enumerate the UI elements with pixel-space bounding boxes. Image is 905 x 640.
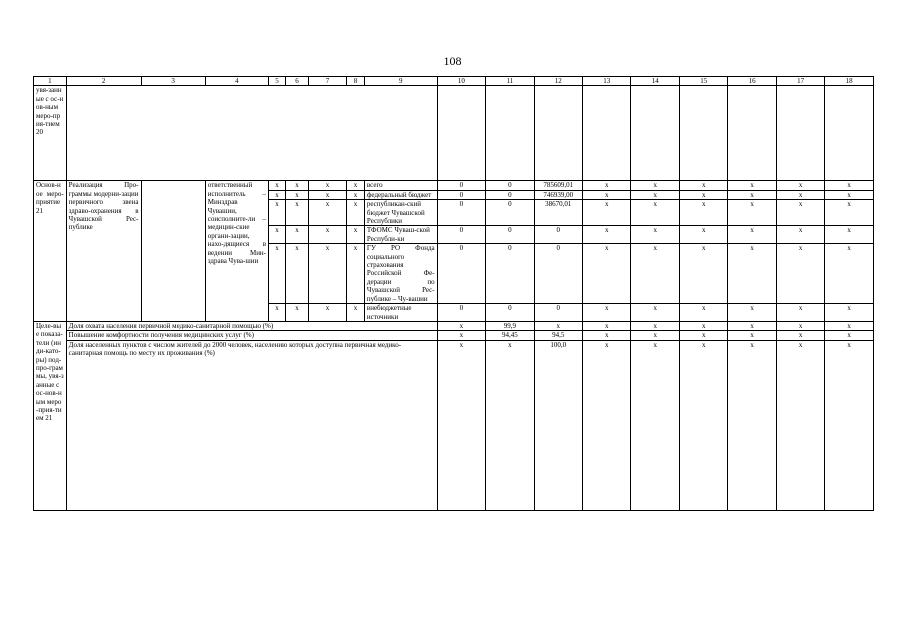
x-cell: x: [631, 304, 679, 322]
value-cell: 99,9: [486, 321, 534, 330]
x-cell: x: [728, 200, 776, 226]
x-cell: x: [679, 190, 727, 199]
x-cell: x: [269, 190, 286, 199]
header-cell: 2: [66, 77, 141, 86]
x-cell: x: [776, 226, 824, 244]
x-cell: x: [583, 331, 631, 340]
x-cell: x: [631, 200, 679, 226]
header-row: [34, 77, 874, 86]
header-cell: 13: [583, 77, 631, 86]
empty-cell: [776, 86, 824, 181]
x-cell: x: [776, 200, 824, 226]
x-cell: x: [583, 244, 631, 304]
x-cell: x: [285, 200, 308, 226]
value-cell: 746939,00: [534, 190, 582, 199]
value-cell: 0: [486, 200, 534, 226]
x-cell: x: [776, 304, 824, 322]
header-cell: 12: [534, 77, 582, 86]
funding-source: федеральный бюджет: [364, 190, 437, 199]
x-cell: x: [285, 244, 308, 304]
table-row: [34, 181, 874, 190]
x-cell: x: [776, 190, 824, 199]
page-number: 108: [443, 54, 462, 68]
value-cell: 0: [437, 226, 485, 244]
x-cell: x: [346, 181, 364, 190]
empty-cell: [141, 181, 205, 322]
x-cell: x: [631, 190, 679, 199]
empty-cell: [486, 86, 534, 181]
x-cell: x: [679, 321, 727, 330]
header-cell: 16: [728, 77, 776, 86]
value-cell: 94,45: [486, 331, 534, 340]
value-cell: x: [437, 340, 485, 510]
x-cell: x: [679, 181, 727, 190]
x-cell: x: [728, 340, 776, 510]
header-cell: 7: [309, 77, 347, 86]
budget-table: [33, 76, 874, 511]
x-cell: x: [728, 244, 776, 304]
value-cell: x: [437, 321, 485, 330]
indicator-name: Доля населенных пунктов с числом жителей до 2000 человек, населению которых доступна первичная медико-санитарная помощь по месту их проживания (%): [66, 340, 437, 510]
x-cell: x: [631, 321, 679, 330]
x-cell: x: [728, 181, 776, 190]
x-cell: x: [825, 181, 874, 190]
x-cell: x: [728, 321, 776, 330]
value-cell: 0: [437, 181, 485, 190]
x-cell: x: [346, 200, 364, 226]
value-cell: x: [534, 321, 582, 330]
x-cell: x: [825, 331, 874, 340]
value-cell: 0: [437, 190, 485, 199]
value-cell: 785609,01: [534, 181, 582, 190]
value-cell: 0: [486, 181, 534, 190]
x-cell: x: [309, 190, 347, 199]
value-cell: 38670,01: [534, 200, 582, 226]
x-cell: x: [631, 226, 679, 244]
x-cell: x: [776, 181, 824, 190]
x-cell: x: [346, 190, 364, 199]
x-cell: x: [583, 321, 631, 330]
x-cell: x: [309, 226, 347, 244]
value-cell: 0: [437, 304, 485, 322]
x-cell: x: [825, 190, 874, 199]
value-cell: 0: [534, 244, 582, 304]
x-cell: x: [309, 244, 347, 304]
value-cell: 0: [437, 244, 485, 304]
x-cell: x: [776, 321, 824, 330]
x-cell: x: [825, 226, 874, 244]
header-cell: 6: [285, 77, 308, 86]
x-cell: x: [346, 226, 364, 244]
value-cell: 0: [534, 304, 582, 322]
header-cell: 10: [437, 77, 485, 86]
x-cell: x: [285, 190, 308, 199]
x-cell: x: [285, 304, 308, 322]
table-row: [34, 340, 874, 510]
x-cell: x: [679, 340, 727, 510]
x-cell: x: [269, 181, 286, 190]
empty-cell: [728, 86, 776, 181]
header-cell: 17: [776, 77, 824, 86]
empty-cell: [437, 86, 485, 181]
value-cell: 0: [486, 226, 534, 244]
measure-label: Основ-ное меро-приятие 21: [34, 181, 67, 322]
funding-source: внебюджетные источники: [364, 304, 437, 322]
table-row: [34, 331, 874, 340]
row-label: увя-занные с ос-нов-ным меро-прия-тием 20: [34, 86, 67, 181]
x-cell: x: [583, 200, 631, 226]
x-cell: x: [776, 340, 824, 510]
x-cell: x: [583, 190, 631, 199]
x-cell: x: [631, 340, 679, 510]
x-cell: x: [679, 304, 727, 322]
value-cell: 94,5: [534, 331, 582, 340]
funding-source: ТФОМС Чуваш-ской Республи-ки: [364, 226, 437, 244]
value-cell: 0: [534, 226, 582, 244]
x-cell: x: [583, 304, 631, 322]
x-cell: x: [309, 181, 347, 190]
x-cell: x: [825, 244, 874, 304]
empty-cell: [534, 86, 582, 181]
funding-source: ГУ РО Фонда социального страхования Российской Фе-дерации по Чувашской Рес-публике – Чу-вашии: [364, 244, 437, 304]
x-cell: x: [679, 226, 727, 244]
x-cell: x: [583, 226, 631, 244]
header-cell: 3: [141, 77, 205, 86]
x-cell: x: [309, 200, 347, 226]
value-cell: 0: [486, 244, 534, 304]
table-row: [34, 86, 874, 181]
funding-source: всего: [364, 181, 437, 190]
funding-source: республикан-ский бюджет Чувашской Республики: [364, 200, 437, 226]
responsible-executor: ответственный исполнитель – Минздрав Чувашии, соисполните-ли – медицин-ские органи-зации, нахо-дящиеся в ведении Мин-здрава Чува-шии: [205, 181, 268, 322]
table-row: [34, 321, 874, 330]
x-cell: x: [776, 244, 824, 304]
x-cell: x: [825, 321, 874, 330]
x-cell: x: [679, 200, 727, 226]
measure-title: Реализация Про-граммы модерни-зации первичного звена здраво-охранения в Чувашской Рес-публике: [66, 181, 141, 322]
header-cell: 15: [679, 77, 727, 86]
x-cell: x: [776, 331, 824, 340]
empty-cell: [583, 86, 631, 181]
header-cell: 18: [825, 77, 874, 86]
header-cell: 14: [631, 77, 679, 86]
x-cell: x: [269, 304, 286, 322]
value-cell: x: [437, 331, 485, 340]
header-cell: 8: [346, 77, 364, 86]
x-cell: x: [583, 181, 631, 190]
x-cell: x: [346, 244, 364, 304]
value-cell: x: [486, 340, 534, 510]
header-cell: 5: [269, 77, 286, 86]
x-cell: x: [679, 244, 727, 304]
indicator-name: Повышение комфортности получения медицинских услуг (%): [66, 331, 437, 340]
x-cell: x: [825, 304, 874, 322]
x-cell: x: [631, 181, 679, 190]
x-cell: x: [728, 190, 776, 199]
value-cell: 0: [486, 304, 534, 322]
x-cell: x: [309, 304, 347, 322]
x-cell: x: [679, 331, 727, 340]
x-cell: x: [269, 244, 286, 304]
empty-cell: [66, 86, 437, 181]
value-cell: 100,0: [534, 340, 582, 510]
x-cell: x: [583, 340, 631, 510]
value-cell: 0: [437, 200, 485, 226]
x-cell: x: [728, 331, 776, 340]
x-cell: x: [631, 331, 679, 340]
header-cell: 9: [364, 77, 437, 86]
x-cell: x: [269, 226, 286, 244]
empty-cell: [825, 86, 874, 181]
empty-cell: [679, 86, 727, 181]
x-cell: x: [631, 244, 679, 304]
x-cell: x: [728, 304, 776, 322]
indicator-name: Доля охвата населения первичной медико-санитарной помощью (%): [66, 321, 437, 330]
targets-label: Целе-вые показа-тели (инди-като-ры) под-про-граммы, увя-занные с ос-нов-ным меро-прия-тием 21: [34, 321, 67, 510]
header-cell: 1: [34, 77, 67, 86]
x-cell: x: [285, 181, 308, 190]
x-cell: x: [825, 200, 874, 226]
empty-cell: [631, 86, 679, 181]
header-cell: 4: [205, 77, 268, 86]
x-cell: x: [269, 200, 286, 226]
x-cell: x: [728, 226, 776, 244]
x-cell: x: [825, 340, 874, 510]
value-cell: 0: [486, 190, 534, 199]
x-cell: x: [346, 304, 364, 322]
x-cell: x: [285, 226, 308, 244]
header-cell: 11: [486, 77, 534, 86]
